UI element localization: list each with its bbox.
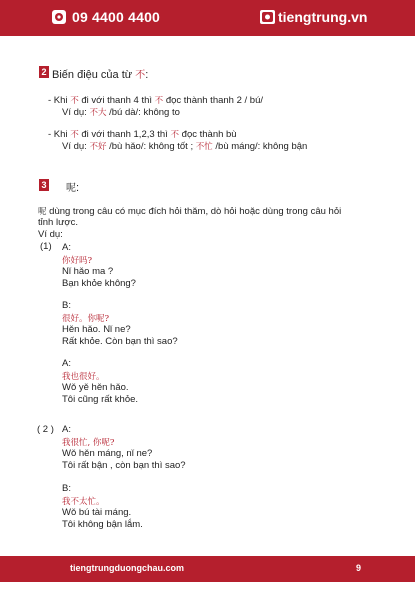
rule2-c: đọc thành bù [181, 129, 237, 140]
rule2-char2: 不 [170, 130, 180, 140]
dialog-pinyin: Wǒ bú tài máng. [62, 507, 132, 518]
desc-text: dùng trong câu có mục đích hỏi thăm, dò hỏi hoặc dùng trong câu hỏi [49, 206, 342, 217]
rule1-char: 不 [70, 96, 79, 106]
dialog-vietnamese: Tôi không bận lắm. [62, 519, 143, 530]
ex2-rest2: /bù máng/: không bận [215, 141, 308, 152]
dialog-speaker: A: [62, 424, 71, 435]
example-number-2: ( 2 ) [37, 424, 54, 435]
dialog-vietnamese: Tôi rất bận , còn bạn thì sao? [62, 460, 186, 471]
section2-title-char: 不 [135, 70, 146, 81]
section-number-badge: 3 [39, 179, 49, 191]
dialog-vietnamese: Rất khỏe. Còn bạn thì sao? [62, 336, 178, 347]
example-number-1: (1) [40, 241, 52, 252]
header-brand: tiengtrung.vn [278, 9, 368, 25]
section3-desc-line2: tỉnh lược. [38, 217, 79, 228]
dialog-chinese: 我也很好。 [62, 372, 105, 382]
dialog-vietnamese: Tôi cũng rất khỏe. [62, 394, 139, 405]
rule1-c: đọc thành thanh 2 / bú/ [165, 95, 264, 106]
dialog-speaker: A: [62, 358, 71, 369]
ex2-rest1: /bù hǎo/: không tốt ; [109, 141, 194, 152]
footer-website-link[interactable]: tiengtrungduongchau.com [70, 563, 184, 573]
dialog-chinese: 很好。你呢? [62, 314, 110, 324]
ex2-cn1: 不好 [89, 142, 107, 152]
ex1-cn: 不大 [89, 108, 107, 118]
dialog-speaker: B: [62, 300, 71, 311]
example-line-2 [62, 140, 307, 152]
dialog-speaker: A: [62, 242, 71, 253]
dialog-chinese: 我不太忙。 [62, 497, 105, 507]
dialog-pinyin: Wǒ yě hěn hǎo. [62, 382, 129, 393]
section2-title [52, 66, 148, 81]
rule-line-2 [48, 128, 237, 140]
dialog-pinyin: Wǒ hěn máng, nǐ ne? [62, 448, 153, 459]
section2-title-text: Biến điệu của từ [52, 69, 133, 81]
section2-title-colon: : [145, 69, 149, 81]
section3-desc-line1 [38, 205, 341, 217]
page-number: 9 [356, 563, 362, 573]
rule-line-1 [48, 94, 263, 106]
dialog-vietnamese: Bạn khỏe không? [62, 278, 136, 289]
desc-char: 呢 [38, 207, 47, 217]
example-label: Ví dụ: [38, 229, 63, 240]
ex1-rest: /bú dà/: không to [109, 107, 180, 118]
example-line-1 [62, 106, 180, 118]
rule1-b: đi với thanh 4 thì [81, 95, 153, 106]
ex2-cn2: 不忙 [195, 142, 213, 152]
section-number-badge: 2 [39, 66, 49, 78]
section3-title [66, 179, 79, 194]
header-phone: 09 4400 4400 [72, 9, 161, 25]
dialog-chinese: 你好吗? [62, 256, 93, 266]
dialog-pinyin: Hěn hǎo. Nǐ ne? [62, 324, 131, 335]
rule1-a: - Khi [48, 95, 68, 106]
footer-bar [0, 556, 415, 582]
ex1-label: Ví dụ: [62, 107, 87, 118]
rule2-b: đi với thanh 1,2,3 thì [81, 129, 168, 140]
dialog-chinese: 我很忙, 你呢? [62, 438, 115, 448]
section3-title-colon: : [76, 182, 80, 194]
rule2-a: - Khi [48, 129, 68, 140]
section3-title-char: 呢 [66, 183, 76, 194]
dialog-speaker: B: [62, 483, 71, 494]
rule2-char: 不 [70, 130, 79, 140]
dialog-pinyin: Nǐ hǎo ma ? [62, 266, 114, 277]
ex2-label: Ví dụ: [62, 141, 87, 152]
rule1-char2: 不 [154, 96, 164, 106]
